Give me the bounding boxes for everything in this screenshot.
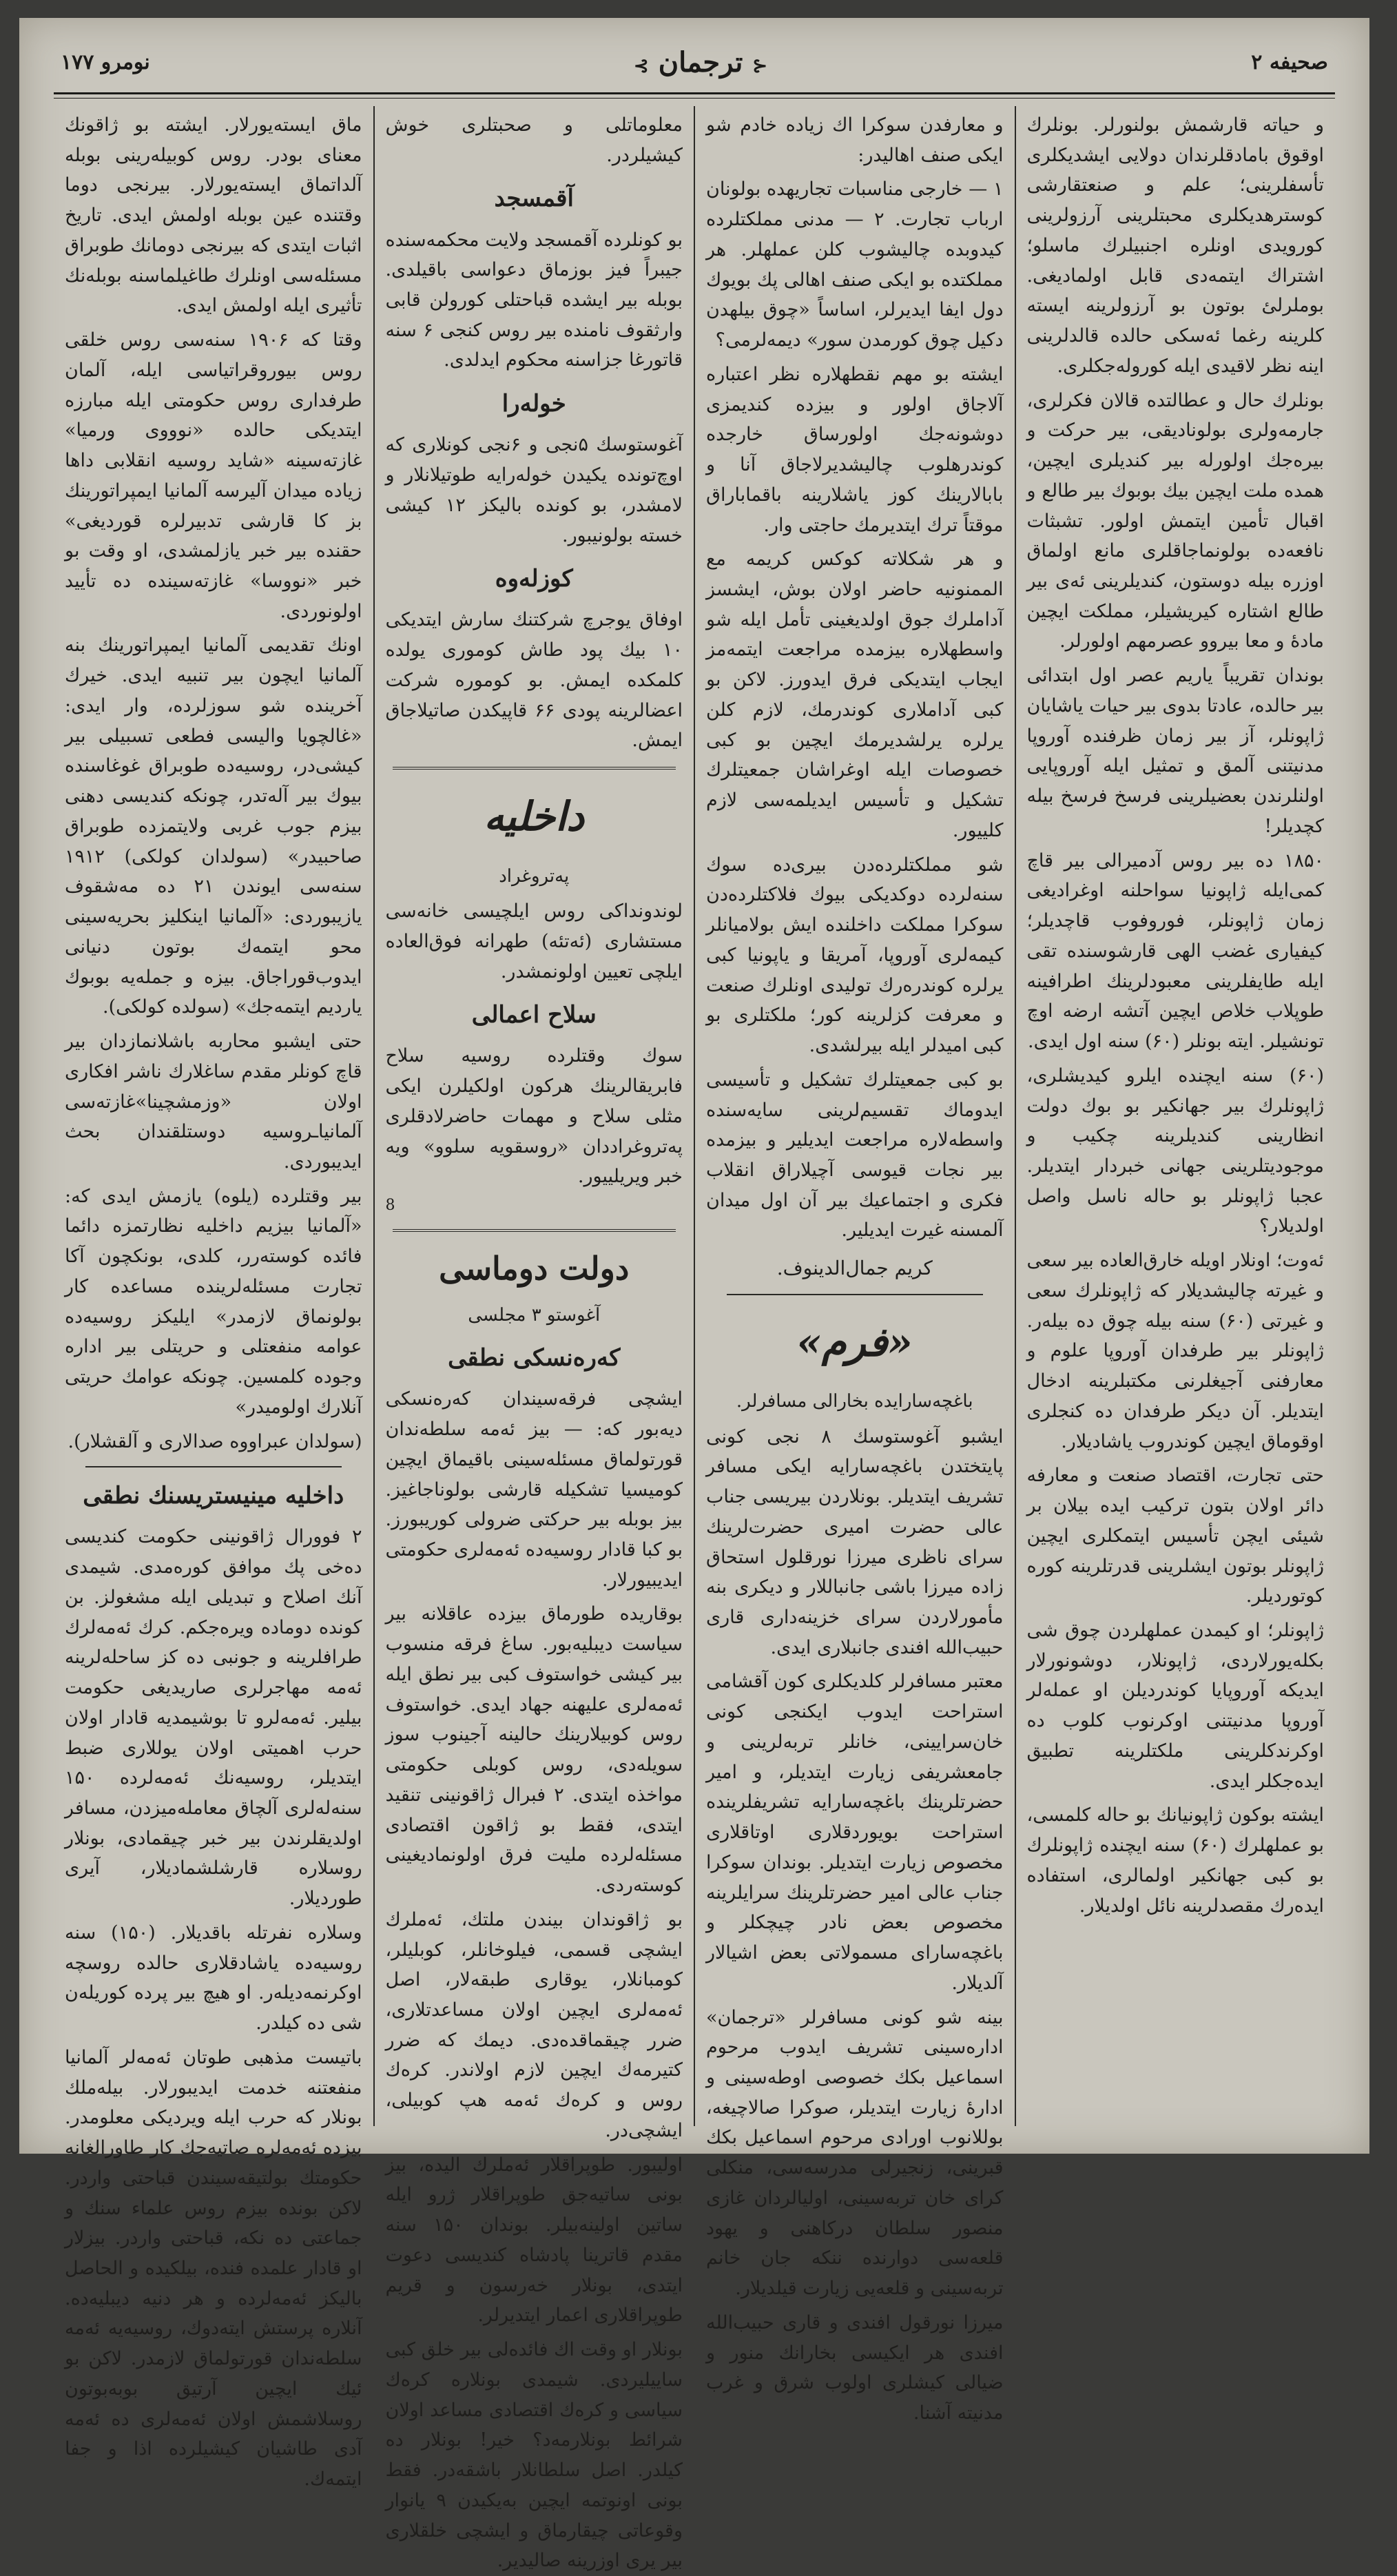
newspaper-page: [19, 18, 1369, 2572]
author-signature: کریم جمال‌الدینوف.: [776, 1257, 933, 1280]
subheading: باغچه‌سارایده بخارالی مسافرلر.: [736, 1391, 973, 1412]
column-1: [1016, 106, 1336, 2126]
page-number-label: صحیفه ۲: [1251, 50, 1328, 74]
paragraph: معلوماتلی و صحبتلری خوش کیشیلردر.: [385, 114, 683, 166]
issue-number-label: نومرو ۱۷۷: [61, 50, 150, 74]
paragraph: و هر شکلاته کوکس کریمه مع الممنونیه حاضر اولان بوش، ایشسز آداملرك جوق اولدیغینی تأمل ایله شو واسطهلاره بیزمده مراجعت ایتمه‌مز ایجاب ایتدیکی فرق ایدورز. لاکن بو کبی آداملاری کوندرمك، لازم کلن یرلره یرلشدیرمك ایچین بو کبی خصوصات ایله اوغراشان جمعیتلرك تشکیل و تأسیس ایدیلمه‌سی لازم کلییور.: [706, 548, 1004, 841]
paragraph: میرزا نورقول افندی و قاری حبیب‌الله افندی هر ایکیسی بخارانك منور و ضیالی کیشلری اولوب شرق و غرب مدنیته آشنا.: [706, 2311, 1004, 2424]
paragraph: بوقاریده طورماق بیزده عاقلانه بیر سیاست دیبلیه‌بور. ساغ فرقه منسوب بیر کیشی خواستوف کبی بیر نطق ایله ئه‌مه‌لری علیهنه جهاد ایدی. خواستوف روس کوبیلارینك حالینه آجینوب سوز سویلەدی، روس کوبلی حکومتی مواخذه ایتدی. ۲ فبرال ژاقونینی تنقید ایتدی، فقط بو ژاقون اقتصادی مسئلەلردە ملیت فرق اولونمادیغینی کوستەردی.: [385, 1603, 683, 1897]
paragraph: بو ژاقوندان بیندن ملتك، ئه‌ملرك ایشچی قسمی، فیلوخانلر، کوبلیلر، کومبانلار، یوقاری طبقه‌لار، اصل ئه‌مه‌لری ایچین اولان مساعدتلاری، ضرر چیقماقده‌دی. دیمك که ضرر کتیرمەك ایچین لازم اولاندر. کرەك روس و کرەك ئه‌مه هپ کوبیلی، ایشچی‌در.: [385, 1908, 683, 2141]
paragraph: باتیست مذهبی طوتان ئه‌مه‌لر آلمانیا منفعتنه خدمت ایدیبورلار. بیلەملك بونلار که حرب ایلە ویردیکی معلومدر. بیزده ئه‌مه‌لره صاتیەجك کار طاورالغانه حکومتك بولتیقه‌سیندن قباحتی واردر. لاکن بونده بیزم روس علماء سنك و جماعتی ده نکه، قباحتی واردر. بیزلار او قادار علمده فنده، بیلکیده و الحاصل بالیکز ئه‌مه‌لرده و هر دنیه دیبلیه‌ده. آنلاره پرستش ایتەدوك، روسیه‌یه ئه‌مه سلطەندان قورتولماق لازمدر. لاکن بو ئیك ایچین آرتیق بوبه‌بوتون روسلاشمش اولان ئه‌مه‌لری ده ئه‌مه آدی طاشیان کیشیلرده اذا و جفا ایتمەك.: [65, 2046, 362, 2491]
section-divider: [727, 1294, 983, 1295]
paragraph: (سولدان عبراووه صدالاری و آلقشلار).: [68, 1430, 362, 1452]
paragraph: ۱ — خارجی مناسبات تجاریهده بولونان ارباب تجارت. ۲ — مدنی مملکتلرده کیدوبده چالیشوب کلن عملهلر. هر مملکتده بو ایکی صنف اهالی پك بویوك دول ایفا ایدیرلر، اساساً «چوق بیلهدن دکیل چوق کورمدن سور» دیمه‌لرمی؟: [706, 178, 1004, 351]
paragraph: ایشته بو مهم نقطهلاره نظر اعتباره آلاجاق اولور و بیزده کندیمزی دوشونه‌جك اولورساق خارجده کوندرهلوب چالیشدیرلاجاق آنا و بابالارینك کوز یاشلارینه باقماباراق موقتاً ترك ایتدیرمك حاجتی وار.: [706, 363, 1004, 536]
paragraph: حتی ایشبو محاربه باشلانمازدان بیر قاچ کونلر مقدم ساغلارك ناشر افکاری اولان «وزمشچینا»غازته‌سی آلمانیا‌ـروسیه دوستلقندان بحث ایدیبوردی.: [65, 1031, 362, 1173]
paragraph: بو کونلرده آقمسجد ولایت محکمه‌سنده جیبراً فیز بوزماق دعواسی باقیلدی. بوبله بیر ایشده قباحتلی کورولن قابی وارثقوف نامنده بیر روس کنجی ۶ سنه قاتورغا جزاسنه محکوم ایدلدی.: [385, 229, 683, 371]
ornament-right-icon: ⊱: [633, 55, 649, 76]
header-rule: [54, 92, 1335, 94]
paragraph: ماق ایسته‌یورلار. ایشته بو ژاقونك معنای بودر. روس کوبیلەرینی بوبله آلداتماق ایستەیورلار. بیرنجی دوما وقتندە عین بوبله اولمش ایدی. تاریخ اثبات ایتدی که بیرنجی دومانك طوبراق مسئله‌سی اونلرك طاغیلماسنە بوبلەنك تأثیری ایله اولمش ایدی.: [65, 114, 362, 317]
section-double-rule: [393, 1229, 676, 1232]
section-heading: داخلیه مینیستریسنك نطقی: [83, 1482, 344, 1510]
section-heading: کەرەنسکی نطقی: [448, 1344, 621, 1372]
rubric-title: داخلیه: [484, 792, 585, 840]
paragraph: ئه‌وت؛ اونلار اویله خارق‌العاده بیر سعی و غیرته چالیشدیلار که ژاپونلرك سعی و غیرتی (۶۰) سنه بیله چوق ده بیله‌ر. ژاپونلر بیر طرفدان آوروپا علوم و معارفنی آجیغلرنی مکتبلرینه ادخال ایتدیلر. آن دیکر طرفدان ده کنجلری اوقوماق ایچین کوندروب یاشادیلار.: [1026, 1250, 1325, 1452]
subheading: پەتروغراد: [499, 865, 570, 887]
masthead-title: [634, 46, 767, 79]
column-3: [375, 106, 696, 2572]
section-heading: سلاح اعمالی: [471, 1001, 597, 1029]
text-columns: [54, 106, 1335, 2572]
page-header: [61, 41, 1328, 83]
paragraph: و حیاته قارشمش بولنورلر. بونلرك اوقوق بامادقلرندان دولایی ایشدیکلری تأسفلرینی؛ علم و صنعتقارشی کوسترهدیکلری محبتلرینی آرزولرینی کورویدی اونلره اجنبیلرك ماسلو؛ اشتراك ایتمه‌دی قابل اولمادیغی. بوملرلئ بوتون بو آرزولرینه ایسته کلرینه رغما ئه‌سکی حالده قالدلرینی اینه نظر لاقیدی ایله کوروله‌جکلری.: [1026, 114, 1324, 377]
paragraph: ۲ فوورال ژاقونینی حکومت کندیسی دەخی پك موافق کورەمدی. شیمدی آنك اصلاح و تبدیلی ایله مشغولز. بن کونده دوماده ویرەجکم. کرك ئه‌مه‌لرك طرافلرینه و جونبی ده کز ساحلەلرینە ئه‌مه مهاجرلری صاریدیغی حکومت بیلیر. ئه‌مه‌لرو تا بوشیمدیه قادار اولان حرب اهمیتی اولان یوللاری ضبط ایتدیلر، روسیه‌نك ئه‌مه‌لرده ۱۵۰ سنه‌لەلری آلچاق معاملەمیزدن، مسافر اولدیقلرندن بیر خبر چیقمادی، بونلار روسلاره قارشلشمادیلار، آیری طوردیلار.: [65, 1526, 362, 1910]
section-heading: کوزله‌وه: [495, 565, 573, 593]
paragraph: حتی تجارت، اقتصاد صنعت و معارفه دائر اولان بتون ترکیب ایده بیلان بر شیئی ایچن تأسیس ایتمکلری ایچین ژاپونلر بوتون ایشلرینی قدرتلرینه کوره کوتوردیلر.: [1026, 1465, 1324, 1607]
rubric-title: «فرم»: [796, 1318, 913, 1366]
paragraph: آغوستوسك ۵نجی و ۶نجی کونلاری که اوچ‌تونده یکیدن خوله‌رایه طوتیلانلار و لامشدر، بو کونده بالیکز ۱۲ کیشی خسته بولونیبور.: [385, 434, 683, 546]
section-heading-large: دولت دوماسی: [439, 1249, 630, 1287]
paragraph: ژاپونلر؛ او کیمدن عملهلردن چوق شی بکله‌یورلاردی، ژاپونلار، دوشونورلار ایدیکه آوروپایا کوندردیلن او عمله‌لر آوروپا مدنیتنی اوکرنوب کلوب ده اوکرندکلرینی ملکتلرینه تطبیق ایده‌جکلر ایدی.: [1026, 1619, 1324, 1792]
paragraph: اونك تقدیمی آلمانیا ایمپراتورینك بنه آلمانیا ایچون بیر تنبیه ایدی. خیرك آخرینده شو سوزلرده، وار ایدی: «غالچویا والیسی فطعی تسبیلی بیر کیشی‌در، روسیه‌ده طوبراق غوغاسنده بیوك بیر آلەتدر، چونکه کندیسی دهنی بیزم جوب غربی ولایتمزده طوبراق صاحبیدر» (سولدان کولکی) ۱۹۱۲ سنه‌سی ایوندن ۲۱ ده مه‌شقوف یازیبوردی: «آلمانیا اینکلیز بحریه‌سینی محو ایتمەك بوتون دنیانی ایدوب‌قوراجاق. بیزە و جملەیە بوبوك یاردیم ایتمەجك» (سولدە کولکی).: [65, 635, 362, 1018]
paragraph: بو کبی جمعیتلرك تشکیل و تأسیسی ایدوماك تقسیم‌لرینی سایه‌سنده واسطه‌لاره مراجعت ایدیلیر و بیزمده بیر نجات قیوسی آچیلاراق انقلاب فکری و اجتماعیك بیر آن اول میدان آلمسنه غیرت ایدیلیر.: [706, 1069, 1004, 1241]
paragraph: اوفاق یوجرچ شرکتنك سارش ایتدیکی ۱۰ بیك پود طاش کوموری یولده کلمکده ایمش. بو کوموره شرکت اعضالرینه پودی ۶۶ قاپیکدن صاتیلاجاق ایمش.: [385, 609, 683, 752]
section-divider: [85, 1466, 342, 1467]
column-2: [695, 106, 1016, 2424]
paragraph: وقتا که ۱۹۰۶ سنه‌سی روس خلقی روس بیوروقراتیا‌سی ایله، آلمان طرفداری روس حکومتی ایله مبارزه ایتدیکی حالده «نوووی ورمیا» غازته‌سینه «شاید روسیه انقلابی داها زیاده میدان آلیرسه آلمانیا ایمپراتورینك بز کا قارشی تدبیرلرە قوردیغی» حقنده بیر خبر یازلمشدی، او وقت بو خبر «نووسا» غازته‌سیندە ده تأیید اولونوردی.: [65, 329, 362, 622]
paragraph: بونلرك حال و عطالتده قالان فکرلری، جارمه‌ولری بولونادیقی، بیر حرکت و بیره‌جك اولورله بیر کندیلری ایچین، همده ملت ایچین بیك بوبوك بیر طالع و اقبال تأمین ایتمش اولور. تشبثات نافعه‌ده بولونماجاقلری مانع اولماق اوزره بیله دوستون، کندیلرینی ئه‌ی بیر طالع اشتاره کیریشیلر، مملکت ایچین مادهٔ و معا بیروو عصرمهم اولورلر.: [1026, 389, 1324, 652]
newspaper-name: ترجمان: [658, 45, 743, 79]
paragraph: وسلاره نفرتله باقدیلار. (۱۵۰) سنه روسیه‌ده یاشادقلاری حالده روسچه اوکرنمه‌دیلەر. او هیچ بیر پرده کوریلەن شی ده کیلدر.: [65, 1921, 362, 2034]
section-double-rule: [393, 767, 676, 770]
section-heading: خوله‌را: [501, 390, 566, 418]
paragraph: ایشته بوکون ژاپونیانك بو حاله کلمسی، بو عملهلرك (۶۰) سنه ایچنده ژاپونلرك بو کبی جهانکیر اولمالری، استفاده ایده‌رك مقصدلرینه نائل اولدیلار.: [1026, 1804, 1325, 1917]
paragraph: معتبر مسافرلر کلدیکلری کون آقشامی استراحت ایدوب ایکنجی کونی خان‌سرایینی، خانلر تربه‌لرینی و جامعشریفی زیارت ایتدیلر، و امیر حضرتلرینك باغچه‌سارایه تشریفلرینده استراحت بویوردقلاری اوتاقلاری مخصوص زیارت ایتدیلر. بوندان سوکرا جناب عالی امیر حضرتلرینك سرایلرینه مخصوص بعض نادر چیچکلر و باغچه‌سارای مسمولاتی بعض اشیالار آلدیلار.: [706, 1671, 1004, 1994]
page-mark: 8: [385, 1197, 395, 1214]
paragraph: (۶۰) سنه ایچنده ایلرو کیدیشلری، ژاپونلرك بیر جهانکیر بو بوك دولت انظارینی کندیلرینه چکیب و موجودیتلرینی جهانی خبردار ایتدیلر. عجبا ژاپونلر بو حاله ناسل واصل اولدیلار؟: [1026, 1064, 1324, 1237]
paragraph: بیر وقتلرده (یلوه) یازمش ایدی که: «آلمانیا بیزیم داخلیه نظارتمزه دائما فائده کوستەرر، کلدی، بونکچون آکا تجارت مسئلەلرینده مساعده کار بولونماق لازمدر» ایلیکز روسیه‌ده عوامه منفعتلی و حریتلی بیر اداره وجوده کلمسین. چونکه عوامك حریتی آنلارك اولومیدر»: [65, 1185, 362, 1418]
subheading: آغوستو ۳ مجلسی: [468, 1305, 601, 1326]
paragraph: ایشچی فرقه‌سیندان کەرەنسکی دیەبور که: — بیز ئه‌مه سلطەندان قورتولماق مسئله‌سینی باقیماق ایچین کومیسیا تشکیله قارشی بولوناجاغیز. بیز بوبله بیر حرکتی ضرولی کوریبورز. بو کبا قادار روسیه‌ده ئه‌مه‌لری حکومتی ایدیبیورلار.: [385, 1388, 683, 1591]
paragraph: ایشبو آغوستوسك ۸ نجی کونی پایتختدن باغچه‌سارایه ایکی مسافر تشریف ایتدیلر. بونلاردن بیریسی جناب عالی حضرت امیری حضرت‌لرینك سرای ناظری میرزا نورقلول استحاق زاده میرزا باشی جانباللار و دیکری بنه مأمورلاردن سرای خزینه‌داری قاری حبیب‌الله افندی جانبلاری ایدی.: [706, 1425, 1004, 1658]
paragraph: ۱۸۵۰ ده بیر روس آدمیرالی بیر قاچ کمی‌ایله ژاپونیا سواحلنه اوغرادیغی زمان ژاپونلر، فوروفوب قاچدیلر؛ کیفیاری غضب الهی قارشوسنده تقی ایله طایفلرینی معبودلرینك اطرافینه طوپلاب خلاص ایچین آتشه ارضه اوچ تونشیلر. ایته بونلر (۶۰) سنه اول ایدی.: [1026, 849, 1324, 1053]
column-4: [54, 106, 375, 2491]
paragraph: سوك وقتلرده روسیه سلاح فابریقالرینك هرکون اولکیلرن ایکی مثلی سلاح و مهمات حاضرلادقلری پەتروغراددان «روسقویه سلوو» ویه خبر ویریلییور.: [385, 1045, 683, 1188]
ornament-left-icon: ⊰: [752, 55, 768, 76]
section-heading: آقمسجد: [494, 185, 574, 213]
paragraph: بینه شو کونی مسافرلر «ترجمان» اداره‌سینی تشریف ایدوب مرحوم اسماعیل بکك خصوصی اوطه‌سینی و ادارهٔ زیارت ایتدیلر، صوکرا صالاچیغه، بوللانوب اورادی مرحوم اسماعیل بکك قبرینی، زنجیرلی مدرسه‌سی، منکلی کرای خان تربه‌سینی، اولیالردان غازی منصور سلطان درکاهنی و یهود قلعه‌سی دوارنده ننکه جان خانم تربه‌سینی و قلعه‌یی زیارت قیلدیلار.: [706, 2006, 1004, 2300]
paragraph: و معارفدن سوکرا اك زیاده خادم شو ایکی صنف اهالیدر:: [706, 114, 1004, 166]
paragraph: شو مملکتلرده‌دن بیری‌ده سوك سنه‌لرده دوکدیکی بیوك فلاکتلرده‌دن سوکرا مملکت داخلنده ایش بولامیانلر کیمه‌لری آوروپا، آمریقا و یاپونیا کبی یرلره کوندره‌رك تولیدی اونلرك صنعت و معرفت کزلرینه کور؛ ملکتلری بو کبی امیدلر ایله بیرلشدی.: [706, 854, 1004, 1057]
paragraph: لوندونداکی روس ایلچیسی خانه‌سی مستشاری (ئه‌تئه) طهرانه فوق‌العاده ایلچی تعیین اولونمشدر.: [385, 900, 683, 982]
paragraph: اولیبور. طوپراقلار ئه‌ملرك الیدە، بیز بونی ساتیه‌جق طوپراقلار ژرو ایله ساتین اولینه‌بیلر. بوندان ۱۵۰ سنه مقدم قاترینا پادشاه کندیسی دعوت ایتدی، بونلار خەرسون و قریم طوپراقلاری اعمار ایتدیرلر.: [385, 2154, 683, 2327]
paragraph: بوندان تقریباً یاریم عصر اول ابتدائی بیر حالده، عادتا بدوی بیر حیات یاشایان ژاپونلر، آز بیر زمان ظرفنده آوروپا مدنیتنی آلمق و تمثیل ایله آوروپایی اولنلرندن بعضیلرینی فرسخ فرسخ بیله کچدیلر!: [1026, 665, 1324, 837]
paragraph: بونلار او وقت اك فائدەلی بیر خلق کبی ساییلیردی. شیمدی بونلارە کرەك سیاسی و کرەك اقتصادی مساعد اولان شرائط بونلارمەد؟ خیر! بونلار ده کیلدر. اصل سلطانلار باشقەدر. فقط بونی اونوتمه ایچین بەیکیدن ۹ یانوار وقوعاتی چیقارماق و ایشچی خلقلاری بیر یری اوزرینه صالیدیر.: [385, 2339, 683, 2572]
header-rule-thin: [54, 98, 1335, 99]
